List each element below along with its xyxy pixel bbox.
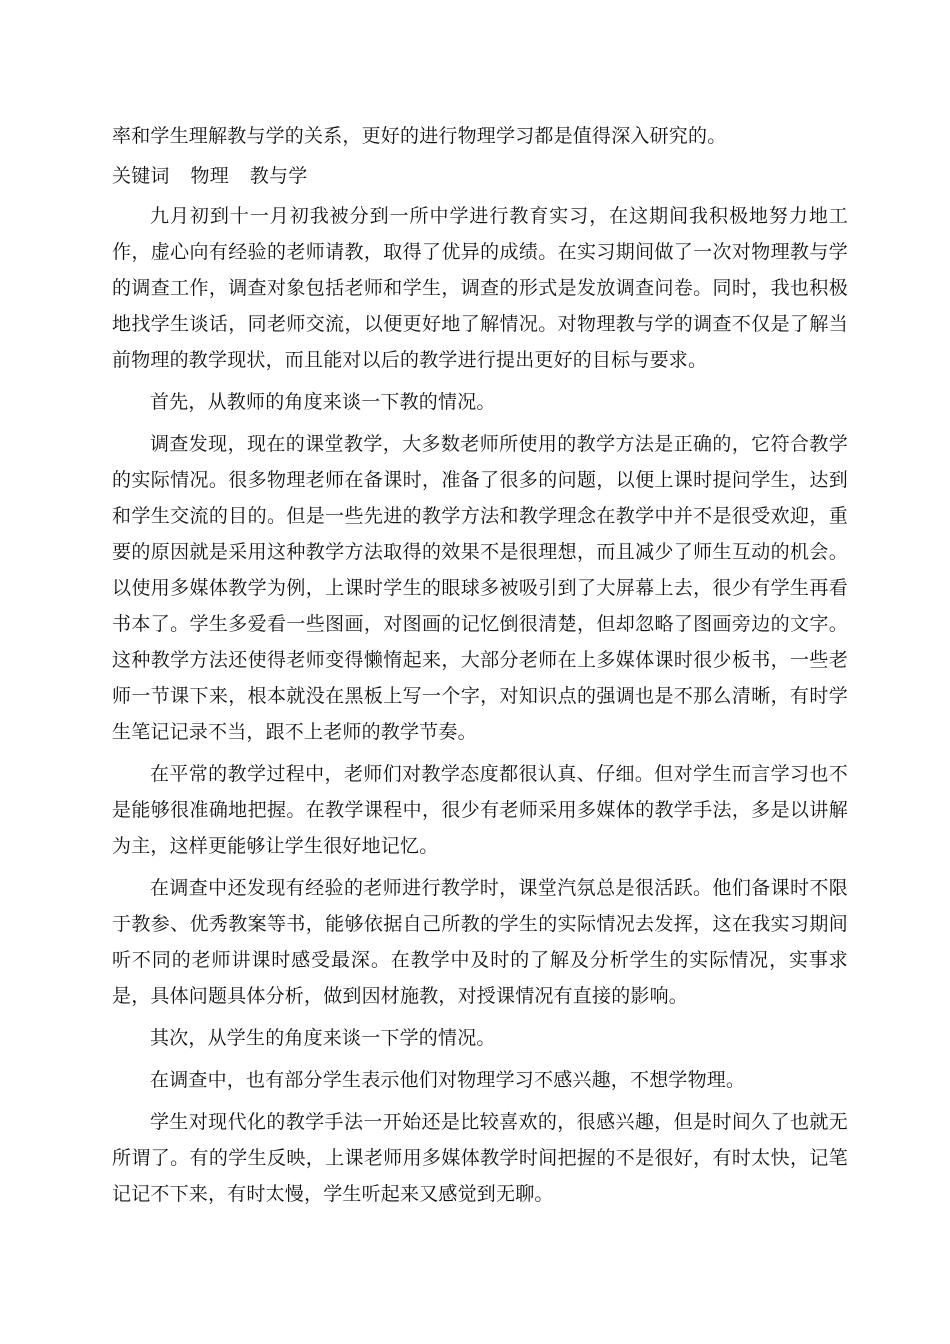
body-paragraph: 在调查中还发现有经验的老师进行教学时，课堂汽氛总是很活跃。他们备课时不限于教参、优秀教案等书，能够依据自己所教的学生的实际情况去发挥，这在我实习期间听不同的老师讲课时感受最深。在教学中及时的了解及分析学生的实际情况，实事求是，具体问题具体分析，做到因材施教，对授课情况有直接的影响。	[112, 877, 848, 1007]
keywords-line	[112, 158, 848, 194]
body-paragraph: 学生对现代化的教学手法一开始还是比较喜欢的，很感兴趣，但是时间久了也就无所谓了。有的学生反映，上课老师用多媒体教学时间把握的不是很好，有时太快，记笔记记不下来，有时太慢，学生听起来又感觉到无聊。	[112, 1111, 848, 1205]
body-paragraph: 调查发现，现在的课堂教学，大多数老师所使用的教学方法是正确的，它符合教学的实际情况。很多物理老师在备课时，准备了很多的问题，以便上课时提问学生，达到和学生交流的目的。但是一些先进的教学方法和教学理念在教学中并不是很受欢迎，重要的原因就是采用这种教学方法取得的效果不是很理想，而且减少了师生互动的机会。以使用多媒体教学为例，上课时学生的眼球多被吸引到了大屏幕上去，很少有学生再看书本了。学生多爱看一些图画，对图画的记忆倒很清楚，但却忽略了图画旁边的文字。这种教学方法还使得老师变得懒惰起来，大部分老师在上多媒体课时很少板书，一些老师一节课下来，根本就没在黑板上写一个字，对知识点的强调也是不那么清晰，有时学生笔记记录不当，跟不上老师的教学节奏。	[112, 433, 848, 743]
section-heading-teacher: 首先，从教师的角度来谈一下教的情况。	[150, 391, 496, 413]
abstract-tail-paragraph: 率和学生理解教与学的关系，更好的进行物理学习都是值得深入研究的。	[112, 125, 727, 147]
keyword-term: 物理	[190, 165, 229, 187]
section-heading-student: 其次，从学生的角度来谈一下学的情况。	[150, 1027, 496, 1049]
body-paragraph: 在调查中，也有部分学生表示他们对物理学习不感兴趣，不想学物理。	[150, 1069, 746, 1091]
keyword-term: 教与学	[249, 165, 308, 187]
body-paragraph: 在平常的教学过程中，老师们对教学态度都很认真、仔细。但对学生而言学习也不是能够很准确地把握。在教学课程中，很少有老师采用多媒体的教学手法，多是以讲解为主，这样更能够让学生很好地记忆。	[112, 763, 848, 857]
document-body	[112, 118, 848, 1218]
keywords-label: 关键词	[112, 165, 170, 187]
body-paragraph: 九月初到十一月初我被分到一所中学进行教育实习，在这期间我积极地努力地工作，虚心向有经验的老师请教，取得了优异的成绩。在实习期间做了一次对物理教与学的调查工作，调查对象包括老师和学生，调查的形式是发放调查问卷。同时，我也积极地找学生谈话，同老师交流，以便更好地了解情况。对物理教与学的调查不仅是了解当前物理的教学现状，而且能对以后的教学进行提出更好的目标与要求。	[112, 205, 848, 371]
